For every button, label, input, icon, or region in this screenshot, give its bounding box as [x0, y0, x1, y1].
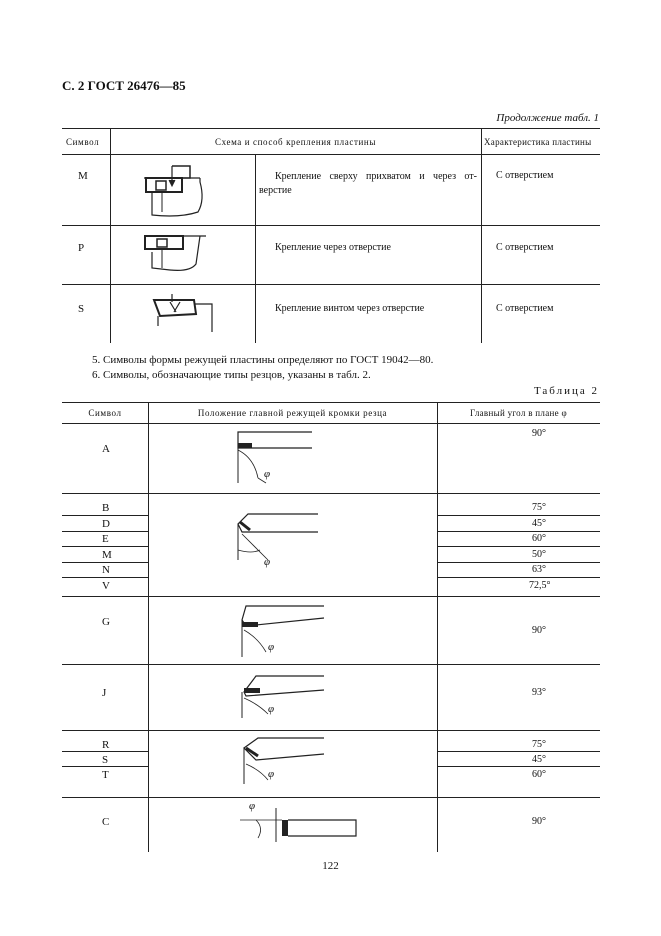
hole-clamp-diagram: [140, 232, 210, 274]
cutter-diagram-bdemnv: [228, 510, 323, 575]
table1-top-rule: [62, 128, 600, 129]
table2-row-rule: [437, 515, 600, 516]
table2-row-rule: [437, 751, 600, 752]
table1-characteristic: С отверстием: [496, 170, 554, 181]
table1-characteristic: С отверстием: [496, 242, 554, 253]
phi-label: φ: [249, 800, 256, 812]
table2-symbol: V: [102, 580, 110, 592]
table2-row-rule: [62, 562, 148, 563]
cutter-diagram-rst: [232, 734, 332, 789]
table2-row-rule: [62, 546, 148, 547]
phi-label: φ: [264, 556, 271, 568]
table2-symbol: D: [102, 518, 110, 530]
cutter-diagram-a: [228, 428, 318, 488]
table2-row-rule: [437, 562, 600, 563]
screw-through-hole-diagram: [150, 292, 220, 338]
table2-symbol: M: [102, 549, 112, 561]
table1-col-divider: [110, 128, 111, 343]
table2-angle: 72,5°: [529, 580, 551, 591]
table2-angle: 63°: [532, 564, 546, 575]
table2-angle: 90°: [532, 816, 546, 827]
table2-header-rule: [62, 423, 600, 424]
table2-symbol: R: [102, 739, 110, 751]
table2-col-divider: [437, 402, 438, 852]
table2-symbol: T: [102, 769, 109, 781]
table1-header-characteristic: Характеристика пластины: [484, 137, 592, 147]
continuation-label: Продолжение табл. 1: [496, 112, 599, 124]
table1-row-rule: [62, 284, 600, 285]
table1-header-rule: [62, 154, 600, 155]
phi-label: φ: [264, 468, 271, 480]
table1-symbol: P: [78, 242, 85, 254]
table1-col-divider: [481, 128, 482, 343]
cutter-diagram-c: [236, 806, 366, 846]
table2-symbol: C: [102, 816, 110, 828]
table2-row-rule: [437, 766, 600, 767]
table2-angle: 90°: [532, 625, 546, 636]
table1-symbol: S: [78, 303, 85, 315]
table2-row-rule: [62, 515, 148, 516]
table2-top-rule: [62, 402, 600, 403]
table2-group-rule: [62, 493, 600, 494]
cutter-diagram-j: [232, 668, 332, 723]
table2-angle: 90°: [532, 428, 546, 439]
table2-row-rule: [437, 531, 600, 532]
table1-characteristic: С отверстием: [496, 303, 554, 314]
table2-angle: 60°: [532, 769, 546, 780]
table2-row-rule: [62, 751, 148, 752]
page-number: 122: [322, 860, 339, 872]
table2-symbol: B: [102, 502, 110, 514]
table2-symbol: J: [102, 687, 107, 699]
table1-method: Крепление через отверстие: [275, 242, 391, 253]
paragraph-6: 6. Символы, обозначающие типы резцов, указаны в табл. 2.: [92, 369, 371, 381]
table2-label: Таблица 2: [533, 385, 599, 397]
table2-header-angle: Главный угол в плане φ: [470, 408, 567, 418]
table2-symbol: G: [102, 616, 110, 628]
table2-angle: 45°: [532, 754, 546, 765]
table2-header-symbol: Символ: [88, 408, 122, 418]
table2-group-rule: [62, 730, 600, 731]
table2-symbol: E: [102, 533, 109, 545]
page-header: С. 2 ГОСТ 26476—85: [62, 78, 186, 93]
table1-header-scheme: Схема и способ крепления пластины: [215, 137, 376, 147]
table2-group-rule: [62, 596, 600, 597]
table2-col-divider: [148, 402, 149, 852]
table2-row-rule: [62, 766, 148, 767]
table2-header-position: Положение главной режущей кромки резца: [197, 408, 388, 418]
table2-symbol: A: [102, 443, 110, 455]
table2-row-rule: [62, 531, 148, 532]
table2-row-rule: [437, 546, 600, 547]
table2-row-rule: [62, 577, 148, 578]
phi-label: φ: [268, 703, 275, 715]
cutter-diagram-g: [232, 602, 332, 662]
table2-row-rule: [437, 577, 600, 578]
table2-angle: 60°: [532, 533, 546, 544]
table2-group-rule: [62, 664, 600, 665]
table2-symbol: S: [102, 754, 109, 766]
paragraph-5: 5. Символы формы режущей пластины определяют по ГОСТ 19042—80.: [92, 354, 434, 366]
table2-group-rule: [62, 797, 600, 798]
table2-angle: 45°: [532, 518, 546, 529]
table1-symbol: M: [78, 170, 88, 182]
table1-header-symbol: Символ: [66, 137, 100, 147]
clamp-top-and-hole-diagram: [140, 160, 210, 218]
table2-symbol: N: [102, 564, 110, 576]
table1-method: Крепление сверху прихватом и через от-верстие: [259, 171, 477, 196]
table2-angle: 75°: [532, 739, 546, 750]
table1-method: Крепление винтом через отверстие: [275, 303, 425, 314]
table2-angle: 50°: [532, 549, 546, 560]
table2-angle: 75°: [532, 502, 546, 513]
table1-row-rule: [62, 225, 600, 226]
phi-label: φ: [268, 641, 275, 653]
table1-col-divider: [255, 154, 256, 343]
phi-label: φ: [268, 768, 275, 780]
table2-angle: 93°: [532, 687, 546, 698]
